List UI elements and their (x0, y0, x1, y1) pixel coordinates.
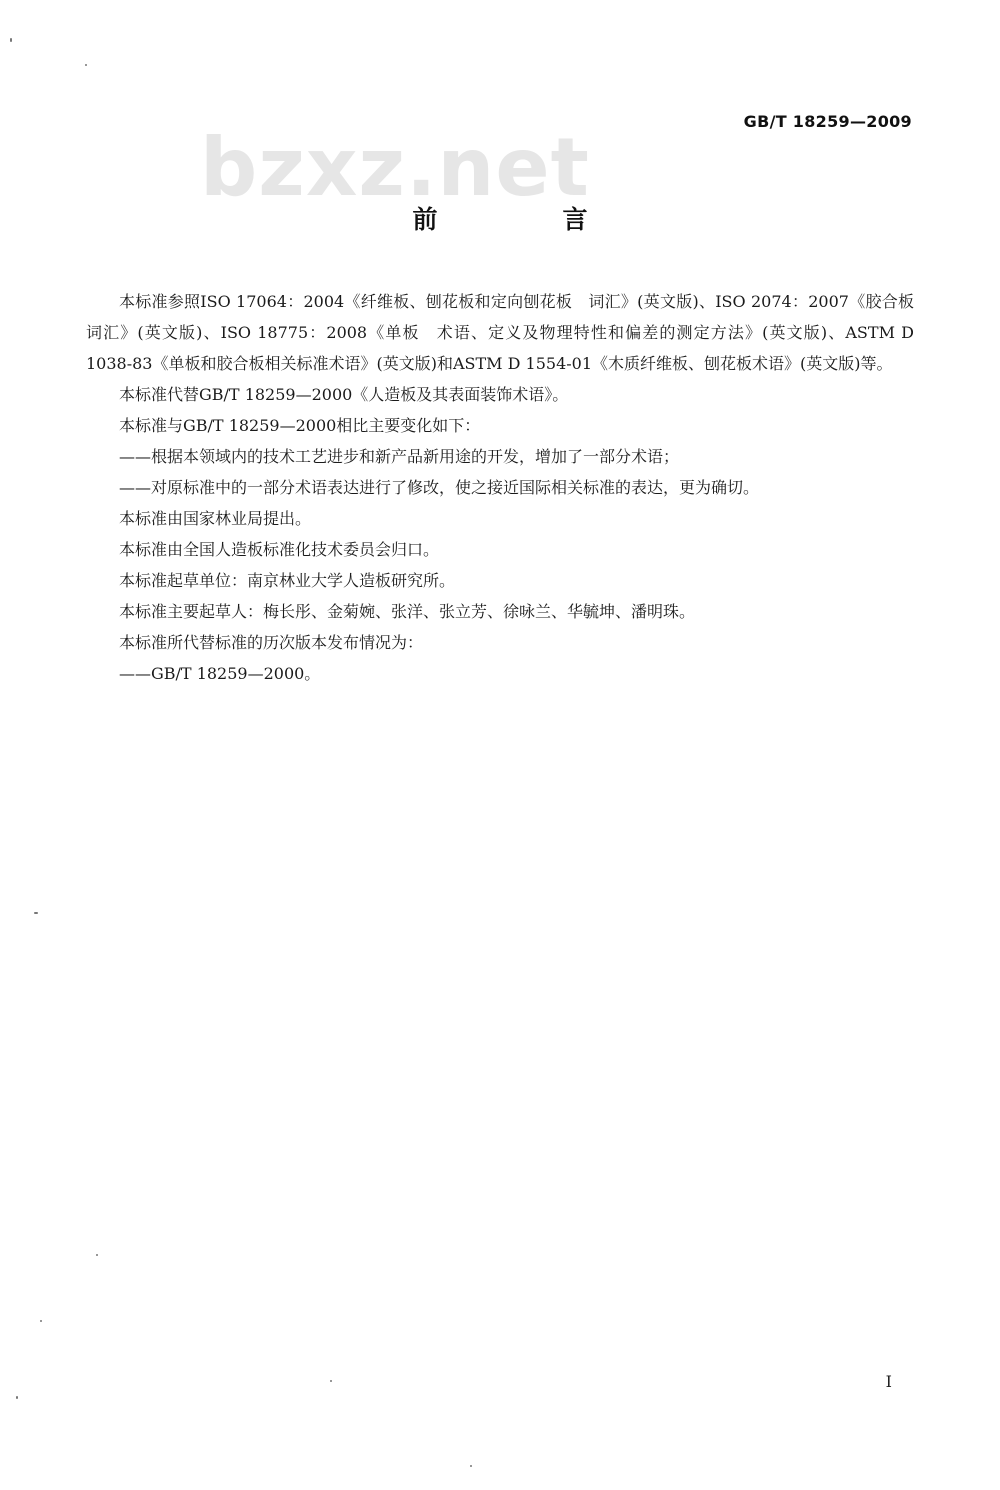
scan-speck (16, 1396, 18, 1399)
page-title: 前 言 (412, 205, 638, 234)
scan-speck (470, 1465, 472, 1467)
scan-speck (40, 1320, 42, 1322)
scan-speck (10, 38, 12, 42)
paragraph-drafting-unit: 本标准起草单位：南京林业大学人造板研究所。 (119, 571, 456, 590)
scan-speck (96, 1254, 98, 1256)
body-text (86, 286, 931, 689)
scan-speck (85, 64, 87, 66)
paragraph-history-intro: 本标准所代替标准的历次版本发布情况为： (119, 633, 424, 652)
paragraph-committee: 本标准由全国人造板标准化技术委员会归口。 (119, 540, 440, 559)
list-item-history-1: ——GB/T 18259—2000。 (119, 664, 321, 683)
scan-speck (330, 1380, 332, 1382)
scan-speck (34, 912, 38, 914)
list-item-change-2: ——对原标准中的一部分术语表达进行了修改，使之接近国际相关标准的表达，更为确切。 (119, 478, 760, 497)
list-item-change-1: ——根据本领域内的技术工艺进步和新产品新用途的开发，增加了一部分术语； (119, 447, 680, 466)
paragraph-changes-intro: 本标准与GB/T 18259—2000相比主要变化如下： (119, 416, 481, 435)
paragraph-drafters: 本标准主要起草人：梅长彤、金菊婉、张洋、张立芳、徐咏兰、华毓坤、潘明珠。 (119, 602, 696, 621)
page-number: I (885, 1372, 892, 1391)
paragraph-replaces: 本标准代替GB/T 18259—2000《人造板及其表面装饰术语》。 (119, 385, 569, 404)
paragraph-proposer: 本标准由国家林业局提出。 (119, 509, 312, 528)
standard-code: GB/T 18259—2009 (743, 112, 912, 131)
watermark-logo: bzxz.net (200, 121, 590, 214)
paragraph-references: 本标准参照ISO 17064：2004《纤维板、刨花板和定向刨花板 词汇》(英文版)、ISO 2074：2007《胶合板 词汇》(英文版)、ISO 18775：2008《单板 术语、定义及物理特性和偏差的测定方法》(英文版)、ASTM D 1038-83《单板和胶合板相关标准术语》(英文版)和ASTM D 1554-01《木质纤维板、刨花板术语》(英文版)等。 (86, 292, 931, 373)
